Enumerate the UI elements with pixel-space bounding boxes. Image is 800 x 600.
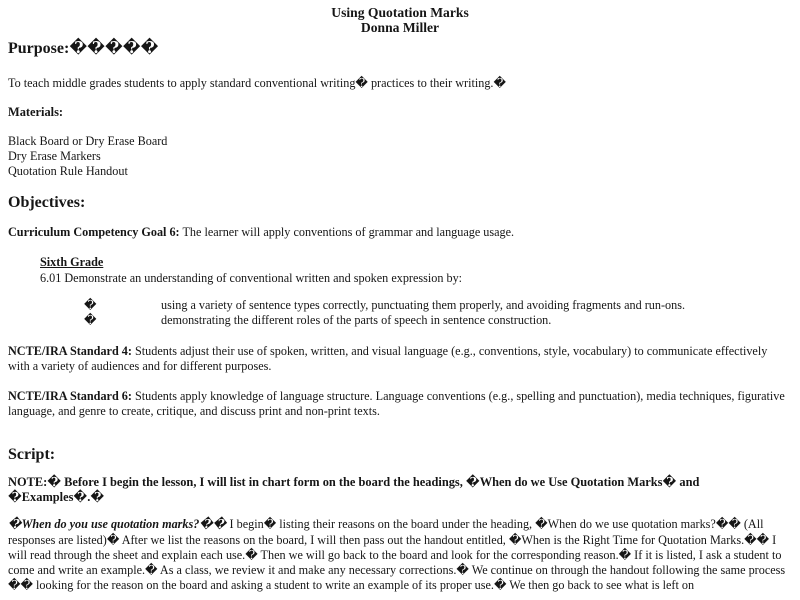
ncte-standard-6-text: Students apply knowledge of language structure. Language conventions (e.g., spelling and punctuation), media techniques, figurative language, and genre to create, critique, and discuss print and non-print texts. bbox=[8, 388, 785, 418]
script-paragraph-lead: �When do you use quotation marks?�� bbox=[8, 517, 227, 532]
bullet-text: demonstrating the different roles of the parts of speech in sentence construction. bbox=[161, 313, 552, 328]
grade-objective: 6.01 Demonstrate an understanding of conventional written and spoken expression by: bbox=[40, 270, 463, 285]
grade-heading: Sixth Grade bbox=[40, 255, 104, 270]
curriculum-goal bbox=[8, 225, 792, 240]
ncte-standard-4-label: NCTE/IRA Standard 4: bbox=[8, 344, 132, 359]
grade-block bbox=[40, 255, 792, 285]
purpose-heading: Purpose:����� bbox=[8, 40, 159, 58]
bullet-marker-icon: � bbox=[84, 313, 97, 328]
script-paragraph bbox=[8, 517, 792, 593]
materials-list bbox=[8, 134, 792, 180]
purpose-text: To teach middle grades students to apply standard conventional writing� practices to their writing.� bbox=[8, 76, 506, 91]
curriculum-goal-text: The learner will apply conventions of grammar and language usage. bbox=[179, 225, 515, 240]
ncte-standard-6 bbox=[8, 389, 792, 419]
list-item bbox=[8, 313, 792, 328]
materials-item: Dry Erase Markers bbox=[8, 148, 101, 163]
script-note: NOTE:� Before I begin the lesson, I will list in chart form on the board the headings, �When do we Use Quotation Marks� and �Examples�.� bbox=[8, 475, 700, 505]
materials-heading: Materials: bbox=[8, 105, 64, 120]
ncte-standard-6-label: NCTE/IRA Standard 6: bbox=[8, 388, 132, 403]
ncte-standard-4-text: Students adjust their use of spoken, written, and visual language (e.g., conventions, style, vocabulary) to communicate effectively with a variety of audiences and for different purposes. bbox=[8, 344, 768, 374]
curriculum-goal-label: Curriculum Competency Goal 6: bbox=[8, 225, 180, 240]
script-paragraph-text: I begin� listing their reasons on the board under the heading, �When do we use quotation marks?�� (All responses are listed)� After we list the reasons on the board, I will then pass out the handout entitled, �When is the Right Time for Quotation Marks.�� I will read through the sheet and explain each use.� Then we will go back to the board and look for the corresponding reason.� If it is listed, I ask a student to come and write an example.� As a class, we review it and make any necessary corrections.� We continue on through the handout following the same process �� looking for the reason on the board and asking a student to write an example of its proper use.� We then go back to see what is left on bbox=[8, 517, 786, 593]
materials-item: Quotation Rule Handout bbox=[8, 164, 128, 178]
document-title: Using Quotation Marks bbox=[331, 5, 469, 20]
script-heading: Script: bbox=[8, 446, 56, 464]
objectives-heading: Objectives: bbox=[8, 194, 86, 212]
materials-item: Black Board or Dry Erase Board bbox=[8, 133, 168, 148]
list-item bbox=[8, 298, 792, 313]
objective-bullet-list bbox=[8, 298, 792, 328]
ncte-standard-4 bbox=[8, 344, 792, 374]
document-author: Donna Miller bbox=[360, 19, 440, 35]
bullet-text: using a variety of sentence types correctly, punctuating them properly, and avoiding fragments and run-ons. bbox=[161, 297, 686, 312]
bullet-marker-icon: � bbox=[84, 297, 97, 312]
